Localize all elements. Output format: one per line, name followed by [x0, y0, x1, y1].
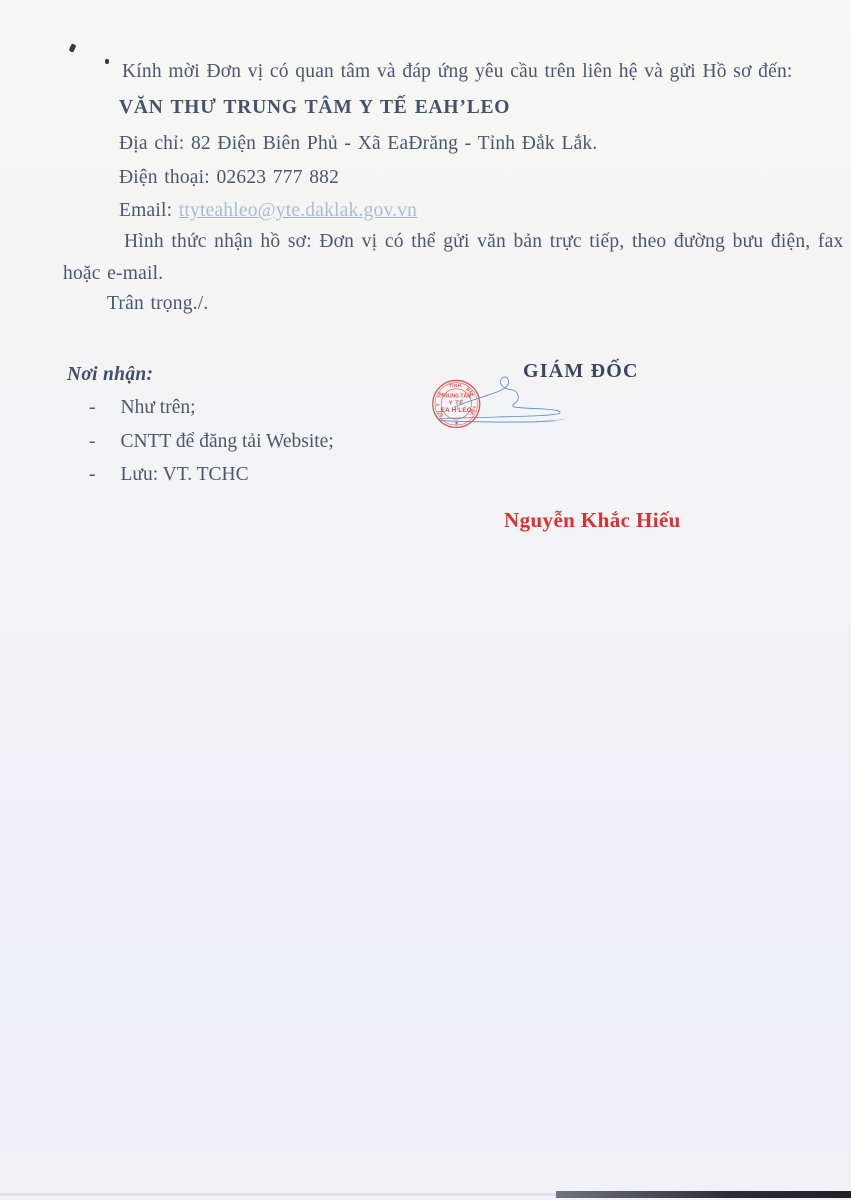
recipients-item: [89, 464, 249, 486]
scan-speck: [69, 43, 77, 52]
phone-line: Điện thoại: 02623 777 882: [119, 167, 340, 188]
bullet-dash: -: [89, 431, 96, 452]
stamp-center-line: EA H’LEO: [440, 406, 472, 414]
signature-tail-stroke: [551, 419, 564, 421]
stamp-and-signature-overlay: [370, 370, 770, 590]
stamp-star-icon: ★: [454, 420, 460, 427]
scan-edge-shadow: [556, 1191, 851, 1198]
stamp-rim-text: Y: [435, 403, 441, 407]
recipients-item: [89, 397, 196, 419]
recipient-name-line: VĂN THƯ TRUNG TÂM Y TẾ EAH’LEO: [119, 97, 511, 118]
recipients-item-label: CNTT để đăng tải Website;: [120, 431, 334, 452]
email-line: [119, 200, 417, 222]
stamp-rim-text: SỞ: [436, 409, 445, 418]
scan-edge-line: [0, 1193, 556, 1196]
closing-line: Trân trọng./.: [107, 293, 209, 314]
stamp-rim-text: TẾ: [436, 391, 444, 400]
address-line: Địa chỉ: 82 Điện Biên Phủ - Xã EaĐrăng - Tỉnh Đắk Lắk.: [119, 133, 598, 154]
stamp-rim-text: LẮK: [469, 405, 478, 417]
bullet-dash: -: [89, 397, 96, 418]
recipients-heading: Nơi nhận:: [67, 364, 154, 385]
email-label: Email:: [119, 200, 179, 221]
bullet-dash: -: [89, 464, 96, 485]
stamp-center-line: Y TẾ: [448, 400, 464, 407]
stamp-center-line: TRUNG TÂM: [441, 393, 472, 400]
delivery-method-line-1: Hình thức nhận hồ sơ: Đơn vị có thể gửi văn bản trực tiếp, theo đường bưu điện, fax: [124, 231, 844, 252]
email-link[interactable]: ttyteahleo@yte.daklak.gov.vn: [178, 200, 418, 221]
recipients-item: [89, 431, 334, 453]
stamp-rim-text: ĐẮK: [465, 386, 476, 398]
intro-paragraph: Kính mời Đơn vị có quan tâm và đáp ứng yêu cầu trên liên hệ và gửi Hồ sơ đến:: [122, 61, 793, 82]
recipients-item-label: Lưu: VT. TCHC: [120, 464, 249, 485]
recipients-item-label: Như trên;: [120, 397, 196, 418]
signer-name: Nguyễn Khắc Hiếu: [504, 508, 681, 532]
signer-title: GIÁM ĐỐC: [523, 360, 639, 382]
delivery-method-line-2: hoặc e-mail.: [63, 263, 164, 284]
stamp-rim-text: TỈNH: [448, 382, 462, 389]
scan-speck: [105, 59, 109, 64]
